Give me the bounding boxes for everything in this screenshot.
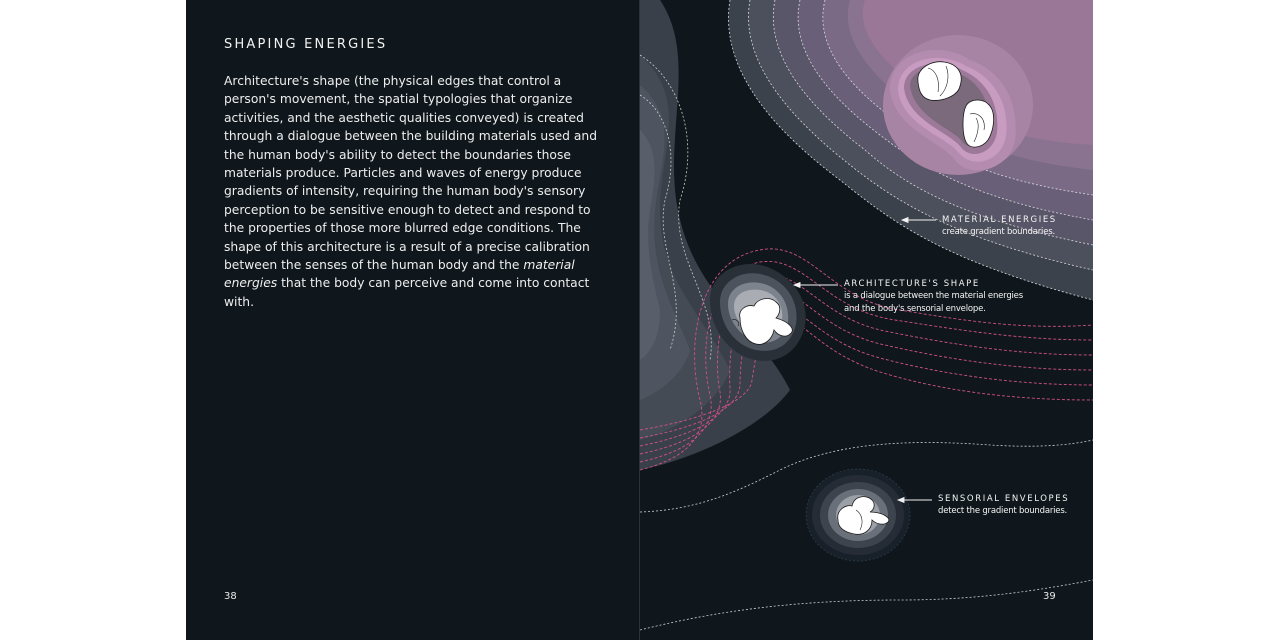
sensorial-envelopes-title: SENSORIAL ENVELOPES bbox=[938, 494, 1070, 504]
page-heading: SHAPING ENERGIES bbox=[224, 37, 388, 52]
paragraph-text-2: that the body can perceive and come into contact with. bbox=[224, 276, 590, 309]
paragraph-italic-term: material energies bbox=[224, 258, 575, 291]
material-energies-title: MATERIAL ENERGIES bbox=[942, 215, 1057, 225]
body-paragraph bbox=[224, 72, 614, 311]
architecture-shape-desc-1: is a dialogue between the material energies bbox=[844, 291, 1023, 301]
architecture-shape-desc-2: and the body's sensorial envelope. bbox=[844, 303, 986, 314]
sensorial-envelopes-annotation bbox=[938, 493, 1069, 518]
sensorial-envelopes-desc: detect the gradient boundaries. bbox=[938, 506, 1068, 516]
left-page bbox=[186, 0, 639, 640]
material-energy-field bbox=[728, 0, 1093, 300]
right-page bbox=[640, 0, 1093, 640]
architecture-shape-annotation bbox=[844, 278, 1023, 315]
material-energies-annotation bbox=[942, 214, 1057, 239]
annotation-leader-lines bbox=[794, 218, 936, 503]
architecture-shape-title: ARCHITECTURE'S SHAPE bbox=[844, 279, 980, 289]
book-spread bbox=[186, 0, 1093, 640]
energy-contour-diagram bbox=[640, 0, 1093, 640]
paragraph-text-1: Architecture's shape (the physical edges that control a person's movement, the spatial typologies that organize activities, and the aesthetic qualities conveyed) is created through a dialogue between the building materials used and the human body's ability to detect the boundaries those materials produce. Particles and waves of energy produce gradients of intensity, requiring the human body's sensory perception to be sensitive enough to detect and respond to the properties of those more blurred edge conditions. The shape of this architecture is a result of a precise calibration between the senses of the human body and the bbox=[224, 74, 598, 273]
page-number-left: 38 bbox=[224, 591, 237, 602]
material-energies-desc: create gradient boundaries. bbox=[942, 227, 1055, 237]
page-number-right: 39 bbox=[1043, 591, 1056, 602]
